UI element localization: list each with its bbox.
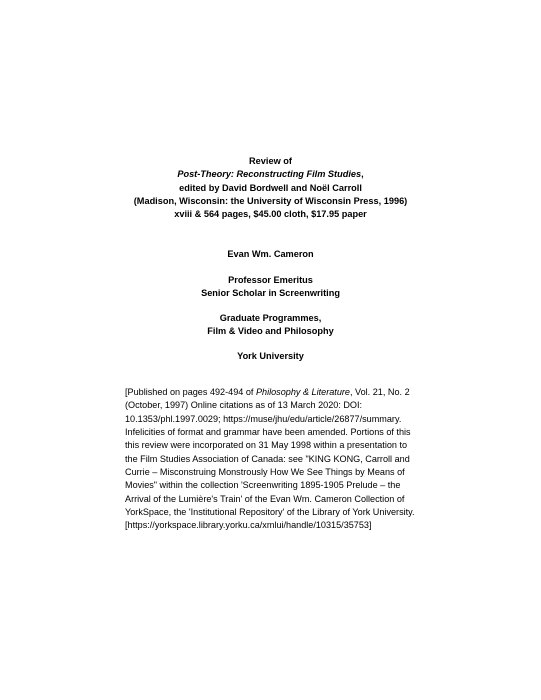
author-role-block [0,274,541,301]
book-title-suffix: , [361,169,364,180]
university-name: York University [237,351,304,361]
publication-note-line: Arrival of the Lumière's Train' of the Evan Wm. Cameron Collection of [125,493,405,504]
publisher-line: (Madison, Wisconsin: the University of Wisconsin Press, 1996) [133,195,408,206]
author-title: Professor Emeritus [228,275,313,285]
publication-note-line: (October, 1997) Online citations as of 13 March 2020: DOI: [125,400,363,411]
author-role: Senior Scholar in Screenwriting [201,288,340,299]
author-name: Evan Wm. Cameron [227,249,314,259]
publication-note-volume: , Vol. 21, No. 2 [349,387,410,397]
department-line-1: Graduate Programmes, [219,313,322,323]
review-heading: Review of [249,156,292,166]
university-block [0,350,541,363]
review-title-block [0,155,541,221]
publication-note-prefix: [Published on pages 492-494 of [125,387,256,397]
publication-note-line: YorkSpace, the 'Institutional Repository' of the Library of York University. [125,507,415,518]
publication-note-line: this review were incorporated on 31 May 1998 within a presentation to [125,440,408,451]
editors-line: edited by David Bordwell and Noël Carroll [179,182,362,193]
journal-title: Philosophy & Literature [255,387,350,397]
book-title: Post-Theory: Reconstructing Film Studies [177,169,362,180]
book-details-line: xviii & 564 pages, $45.00 cloth, $17.95 paper [174,209,367,220]
publication-note-url-line: [https://yorkspace.library.yorku.ca/xmlui/handle/10315/35753] [125,520,372,531]
publication-note-line: Currie – Misconstruing Monstrously How We See Things by Means of [125,467,405,478]
publication-note-line: Infelicities of format and grammar have been amended. Portions of this [125,427,411,438]
publication-note-line: Movies" within the collection 'Screenwriting 1895-1905 Prelude – the [125,480,401,491]
publication-note [125,386,425,533]
book-title-line [0,168,541,181]
publication-note-line [125,386,425,399]
author-block [0,248,541,261]
publication-note-line: the Film Studies Association of Canada: see "KING KONG, Carroll and [125,453,410,464]
publication-note-line: 10.1353/phl.1997.0029; https://muse/jhu/edu/article/26877/summary. [125,413,402,424]
department-block [0,312,541,339]
department-line-2: Film & Video and Philosophy [207,326,334,337]
